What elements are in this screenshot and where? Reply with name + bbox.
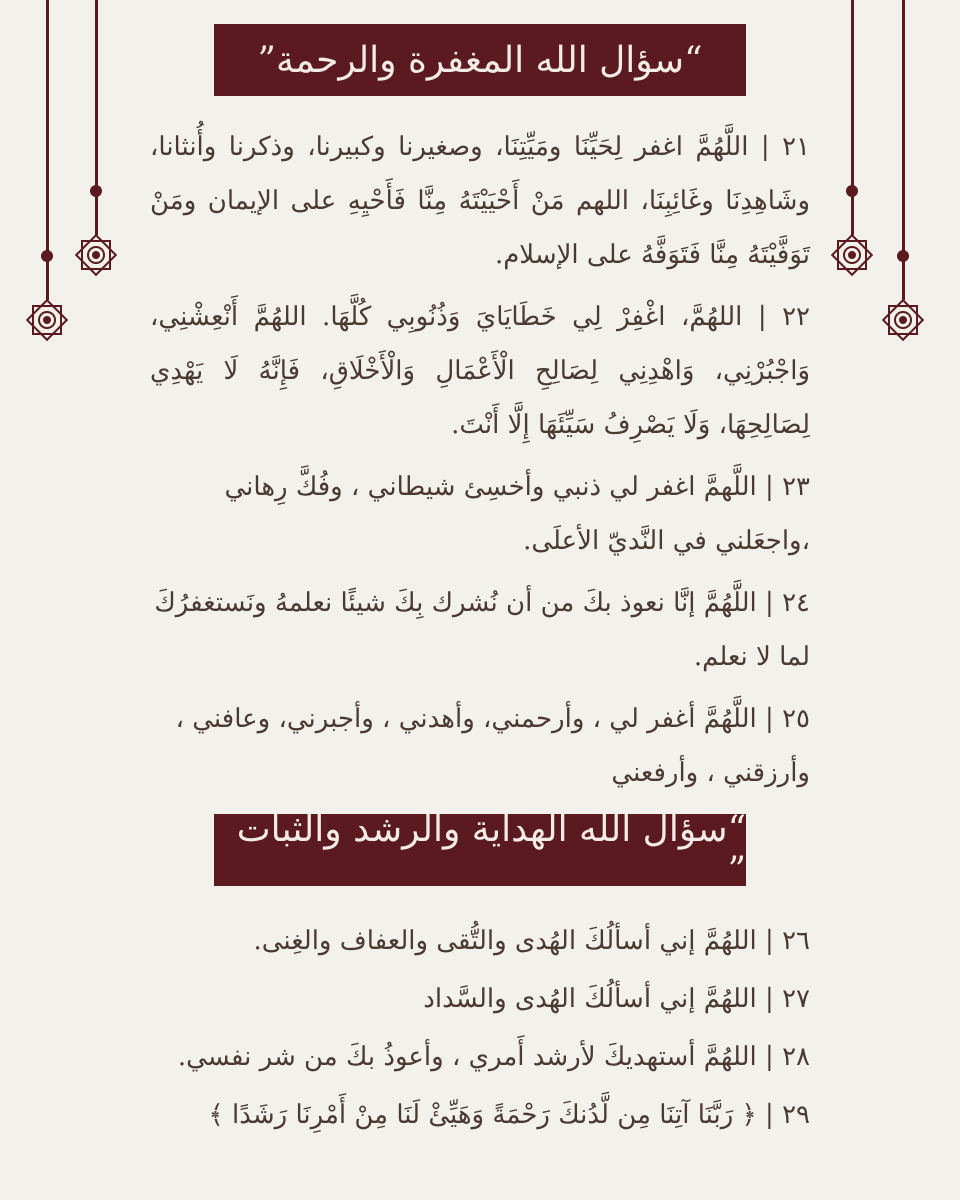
bead: [41, 250, 53, 262]
dua-item-22: [150, 290, 810, 452]
section-heading-guidance: [214, 809, 746, 891]
heading-text: “سؤال الله الهداية والرشد والثبات ”: [236, 809, 746, 891]
chain-line: [851, 0, 854, 235]
dua-item-21: [150, 120, 810, 282]
dua-text: ٢٣ | اللَّهمَّ اغفر لي ذنبي وأخسِئ شيطاني ، وفُكَّ رِهاني ،واجعَلني في النَّديّ الأعلَى.: [224, 472, 810, 556]
dua-text: ٢٢ | اللهُمَّ، اغْفِرْ لِي خَطَايَايَ وَذُنُوبِي كُلَّهَا. اللهُمَّ أَنْعِشْنِي، وَاجْبُرْنِي، وَاهْدِنِي لِصَالِحِ الْأَعْمَالِ وَالْأَخْلَاقِ، فَإِنَّهُ لَا يَهْدِي لِصَالِحِهَا، وَلَا يَصْرِفُ سَيِّئَهَا إِلَّا أَنْتَ.: [150, 302, 810, 440]
bead: [90, 185, 102, 197]
section-heading-forgiveness: [214, 24, 746, 96]
chain-line: [95, 0, 98, 235]
star-ornament-icon: [878, 295, 928, 345]
star-ornament-icon: [22, 295, 72, 345]
dua-text: ٢٧ | اللهُمَّ إني أسألُكَ الهُدى والسَّداد: [423, 984, 810, 1014]
dua-text: ٢٩ | ﴿ رَبَّنَا آتِنَا مِن لَّدُنكَ رَحْمَةً وَهَيِّئْ لَنَا مِنْ أَمْرِنَا رَشَدًا ﴾: [208, 1100, 810, 1130]
dua-item-27: [150, 972, 810, 1026]
dua-item-24: [150, 576, 810, 684]
dua-text: ٢١ | اللَّهُمَّ اغفر لِحَيِّنَا ومَيِّتِنَا، وصغيرنا وكبيرنا، وذكرنا وأُنثانا، وشَاهِدِنَا وغَائِبِنَا، اللهم مَنْ أَحْيَيْتَهُ مِنَّا فَأَحْيِهِ على الإيمان ومَنْ تَوَفَّيْتَهُ مِنَّا فَتَوَفَّهُ على الإسلام.: [150, 132, 810, 270]
star-ornament-icon: [827, 230, 877, 280]
star-ornament-icon: [71, 230, 121, 280]
dua-text: ٢٤ | اللَّهُمَّ إنَّا نعوذ بكَ من أن نُشرك بِكَ شيئًا نعلمهُ ونَستغفرُكَ لما لا نعلم.: [154, 588, 810, 672]
dua-item-29: [150, 1088, 810, 1142]
heading-text: “سؤال الله المغفرة والرحمة”: [257, 39, 703, 81]
bead: [846, 185, 858, 197]
dua-text: ٢٦ | اللهُمَّ إني أسألُكَ الهُدى والتُّقى والعفاف والغِنى.: [253, 926, 810, 956]
dua-item-26: [150, 914, 810, 968]
dua-item-25: [150, 692, 810, 800]
dua-item-28: [150, 1030, 810, 1084]
dua-text: ٢٨ | اللهُمَّ أستهديكَ لأرشد أَمري ، وأعوذُ بكَ من شر نفسي.: [177, 1042, 810, 1072]
dua-item-23: [150, 460, 810, 568]
bead: [897, 250, 909, 262]
dua-text: ٢٥ | اللَّهُمَّ أغفر لي ، وأرحمني، وأهدني ، وأجبرني، وعافني ، وأرزقني ، وأرفعني: [175, 704, 810, 788]
